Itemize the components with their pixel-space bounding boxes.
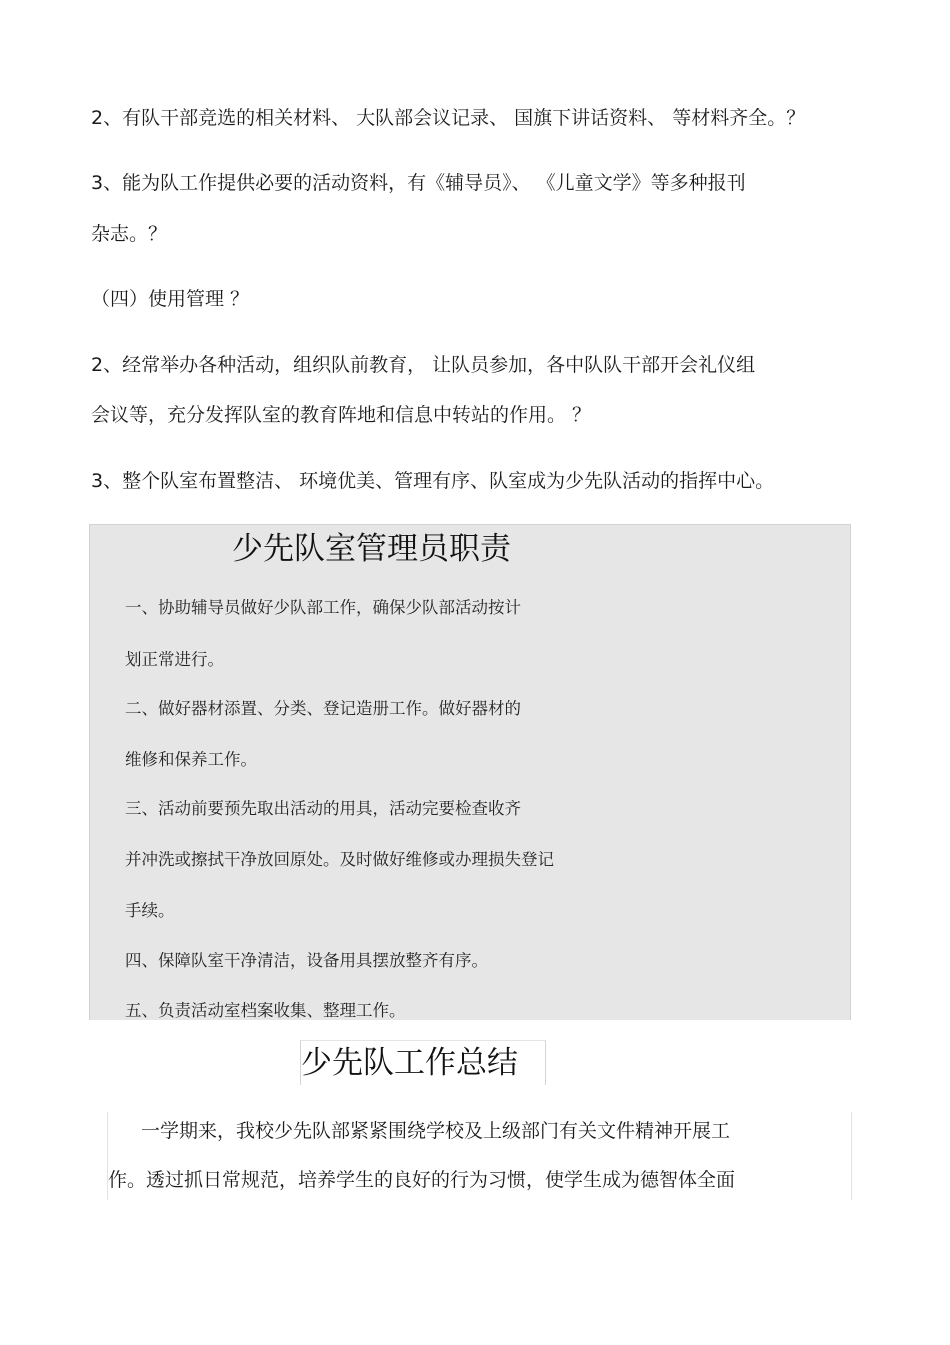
paragraph-line: 作。透过抓日常规范，培养学生的良好的行为习惯，使学生成为德智体全面 bbox=[108, 1169, 736, 1191]
paragraph-line: 杂志。？ bbox=[91, 223, 168, 245]
section-heading: （四）使用管理 ？ bbox=[91, 288, 250, 310]
paragraph-line: 2、有队干部竞选的相关材料、 大队部会议记录、 国旗下讲话资料、 等材料齐全。？ bbox=[91, 107, 806, 129]
duty-line: 四、保障队室干净清洁，设备用具摆放整齐有序。 bbox=[125, 951, 488, 970]
duty-line: 三、活动前要预先取出活动的用具，活动完要检查收齐 bbox=[125, 799, 521, 818]
duty-line: 二、做好器材添置、分类、登记造册工作。做好器材的 bbox=[125, 699, 521, 718]
divider bbox=[851, 1112, 852, 1200]
paragraph-line: 会议等，充分发挥队室的教育阵地和信息中转站的作用。 ？ bbox=[91, 404, 592, 426]
summary-title: 少先队工作总结 bbox=[300, 1040, 546, 1085]
duty-line: 五、负责活动室档案收集、整理工作。 bbox=[125, 1001, 406, 1020]
paragraph-line: 3、整个队室布置整洁、 环境优美、管理有序、队室成为少先队活动的指挥中心。 bbox=[91, 470, 775, 492]
paragraph-line: 一学期来，我校少先队部紧紧围绕学校及上级部门有关文件精神开展工 bbox=[141, 1120, 731, 1142]
duties-title: 少先队室管理员职责 bbox=[232, 531, 511, 567]
duties-box bbox=[89, 524, 851, 1020]
duty-line: 并冲洗或擦拭干净放回原处。及时做好维修或办理损失登记 bbox=[125, 850, 554, 869]
duty-line: 维修和保养工作。 bbox=[125, 750, 257, 769]
duty-line: 手续。 bbox=[125, 901, 175, 920]
paragraph-line: 2、经常举办各种活动，组织队前教育， 让队员参加，各中队队干部开会礼仪组 bbox=[91, 354, 756, 376]
duty-line: 一、协助辅导员做好少队部工作，确保少队部活动按计 bbox=[125, 598, 521, 617]
duty-line: 划正常进行。 bbox=[125, 650, 224, 669]
paragraph-line: 3、能为队工作提供必要的活动资料，有《辅导员》、 《儿童文学》等多种报刊 bbox=[91, 172, 746, 194]
